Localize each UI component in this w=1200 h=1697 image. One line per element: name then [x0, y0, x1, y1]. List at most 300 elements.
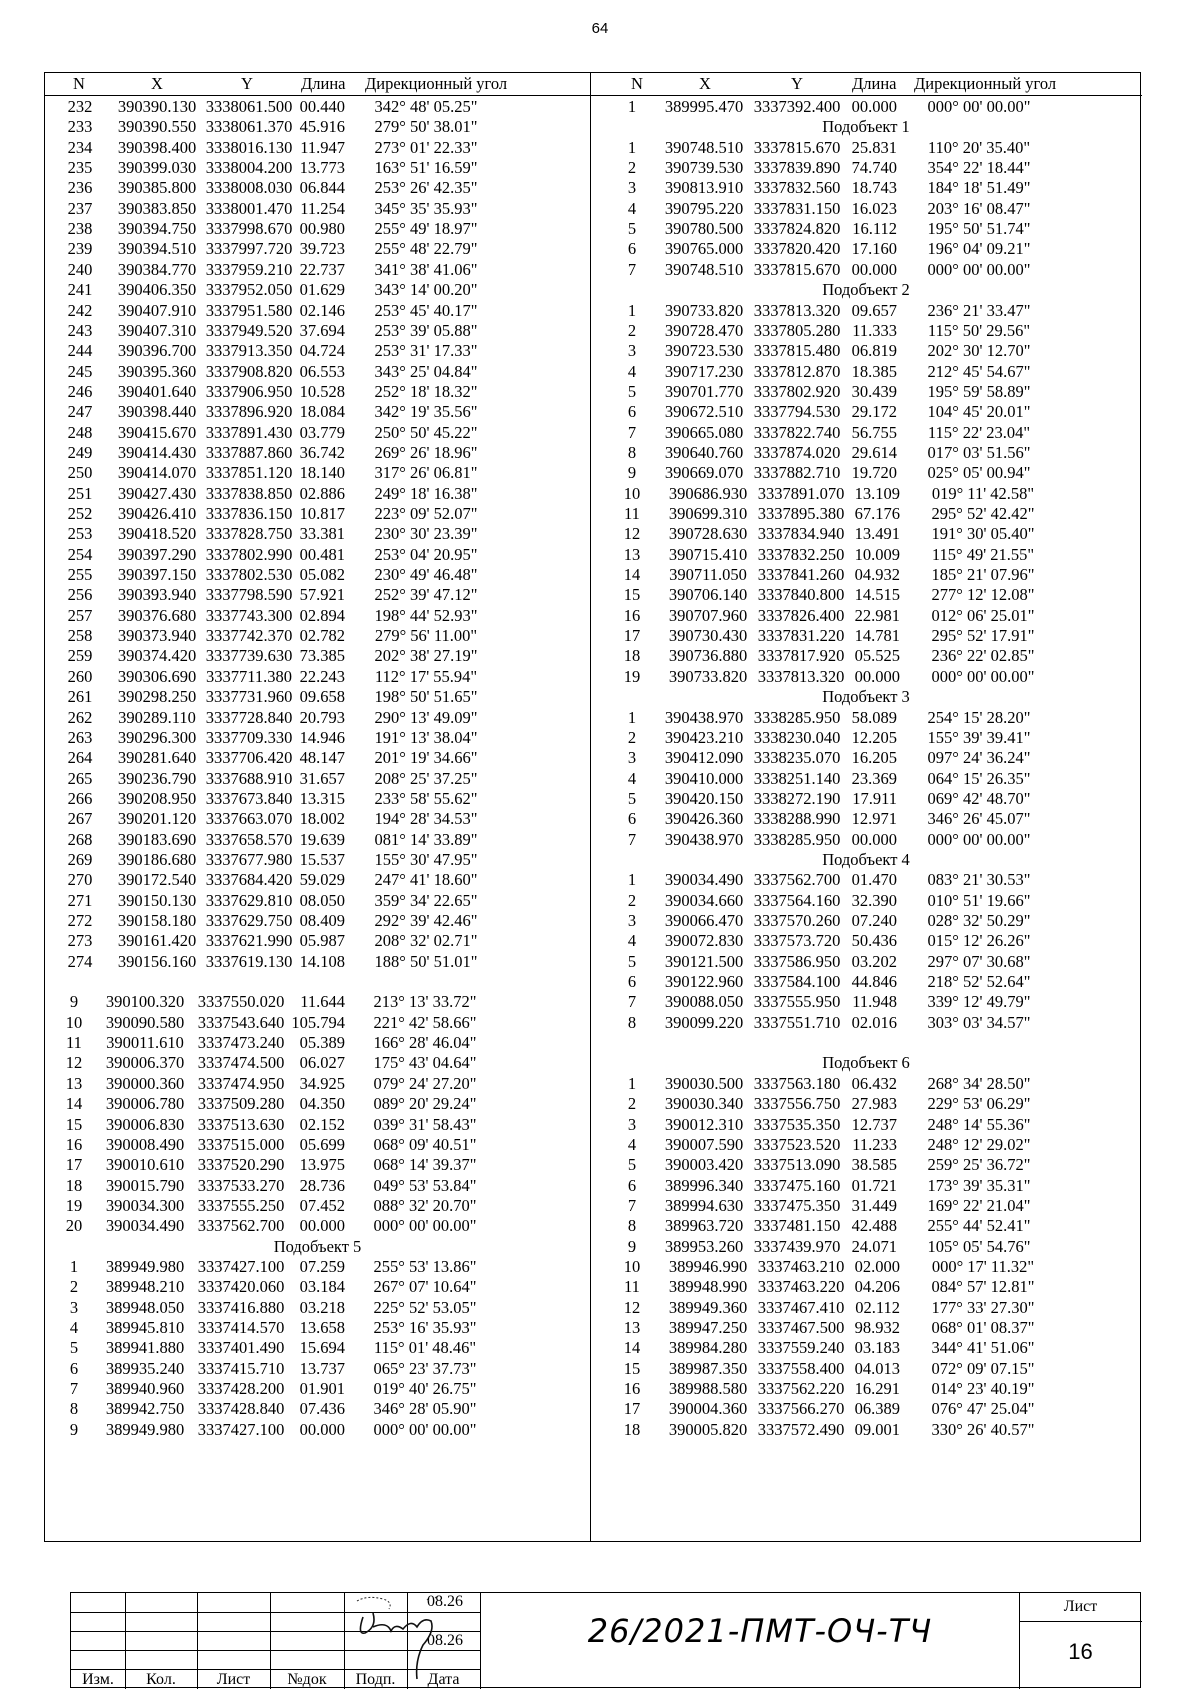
- y-coordinate: 3337619.130: [205, 951, 293, 971]
- stamp-podp-label: Подп.: [355, 1671, 396, 1688]
- segment-length: 08.050: [299, 890, 345, 910]
- x-coordinate: 390728.470: [664, 320, 744, 340]
- x-coordinate: 390186.680: [117, 849, 197, 869]
- y-coordinate: 3337813.320: [753, 300, 841, 320]
- point-number: 257: [67, 605, 93, 625]
- direction-angle: 259° 25' 36.72": [927, 1155, 1031, 1175]
- coordinate-table: [44, 72, 1141, 1542]
- x-coordinate: 390150.130: [117, 890, 197, 910]
- segment-length: 09.657: [851, 300, 897, 320]
- point-number: 2: [627, 158, 637, 178]
- segment-length: 05.699: [299, 1134, 345, 1154]
- point-number: 266: [67, 788, 93, 808]
- point-number: 17: [623, 1399, 641, 1419]
- x-coordinate: 390426.410: [117, 504, 197, 523]
- x-coordinate: 390412.090: [664, 748, 744, 768]
- point-number: 274: [67, 951, 93, 971]
- direction-angle: 188° 50' 51.01": [374, 951, 478, 971]
- x-coordinate: 390414.070: [117, 463, 197, 483]
- x-coordinate: 390418.520: [117, 524, 197, 544]
- segment-length: 27.983: [851, 1094, 897, 1114]
- segment-length: 03.183: [854, 1338, 900, 1358]
- point-number: 14: [65, 1094, 83, 1114]
- segment-length: 11.947: [300, 137, 345, 157]
- x-coordinate: 390765.000: [664, 239, 744, 259]
- x-coordinate: 390686.930: [668, 483, 748, 503]
- segment-length: 105.794: [291, 1012, 345, 1032]
- point-number: 12: [65, 1053, 83, 1073]
- y-coordinate: 3337513.090: [753, 1155, 841, 1175]
- y-coordinate: 3337658.570: [205, 829, 293, 849]
- direction-angle: 115° 01' 48.46": [373, 1338, 477, 1358]
- direction-angle: 173° 39' 35.31": [927, 1175, 1031, 1195]
- y-coordinate: 3337874.020: [753, 442, 841, 462]
- header-length: Длина: [301, 74, 346, 93]
- x-coordinate: 390088.050: [664, 992, 744, 1012]
- point-number: 18: [623, 646, 641, 666]
- segment-length: 14.515: [854, 585, 900, 605]
- point-number: 4: [627, 1134, 637, 1154]
- y-coordinate: 3338285.950: [753, 707, 841, 727]
- point-number: 4: [627, 198, 637, 218]
- point-number: 5: [627, 1155, 637, 1175]
- y-coordinate: 3337629.750: [205, 911, 293, 930]
- segment-length: 04.932: [854, 565, 900, 585]
- point-number: 1: [627, 300, 637, 320]
- segment-length: 32.390: [851, 890, 897, 910]
- x-coordinate: 390723.530: [664, 341, 744, 361]
- direction-angle: 196° 04' 09.21": [927, 239, 1031, 259]
- direction-angle: 155° 30' 47.95": [374, 849, 478, 869]
- x-coordinate: 390100.320: [105, 992, 185, 1012]
- y-coordinate: 3337952.050: [205, 280, 293, 300]
- direction-angle: 195° 59' 58.89": [927, 381, 1031, 401]
- x-coordinate: 389948.050: [105, 1297, 185, 1317]
- segment-length: 04.724: [299, 341, 345, 361]
- point-number: 3: [627, 1114, 637, 1134]
- x-coordinate: 390420.150: [664, 788, 744, 808]
- y-coordinate: 3337562.220: [757, 1379, 845, 1399]
- direction-angle: 068° 09' 40.51": [373, 1134, 477, 1154]
- direction-angle: 253° 31' 17.33": [374, 341, 478, 361]
- point-number: 7: [627, 259, 637, 279]
- y-coordinate: 3337959.210: [205, 259, 293, 279]
- point-number: 5: [627, 951, 637, 971]
- x-coordinate: 390394.510: [117, 239, 197, 259]
- x-coordinate: 390730.430: [668, 626, 748, 646]
- x-coordinate: 390000.360: [105, 1073, 185, 1093]
- x-coordinate: 390748.510: [664, 259, 744, 279]
- segment-length: 22.243: [299, 666, 345, 686]
- segment-length: 39.723: [299, 239, 345, 259]
- point-number: 17: [65, 1155, 83, 1175]
- direction-angle: 079° 24' 27.20": [373, 1073, 477, 1093]
- x-coordinate: 390156.160: [117, 951, 197, 971]
- segment-length: 13.109: [854, 483, 900, 503]
- x-coordinate: 390748.510: [664, 137, 744, 157]
- segment-length: 44.846: [851, 972, 897, 992]
- y-coordinate: 3337817.920: [757, 646, 845, 666]
- segment-length: 00.000: [851, 259, 897, 279]
- point-number: 3: [627, 748, 637, 768]
- stamp-ndok-label: №док: [287, 1671, 327, 1688]
- segment-length: 98.932: [854, 1318, 900, 1337]
- direction-angle: 000° 00' 00.00": [931, 666, 1035, 686]
- point-number: 13: [623, 1318, 641, 1337]
- point-number: 250: [67, 463, 93, 483]
- y-coordinate: 3337586.950: [753, 951, 841, 971]
- segment-length: 02.782: [299, 626, 345, 646]
- y-coordinate: 3337573.720: [753, 931, 841, 951]
- x-coordinate: 390396.700: [117, 341, 197, 361]
- x-coordinate: 390407.910: [117, 300, 197, 320]
- segment-length: 05.987: [299, 931, 345, 951]
- segment-length: 17.911: [852, 788, 897, 808]
- header-y: Y: [241, 74, 253, 93]
- x-coordinate: 390717.230: [664, 361, 744, 381]
- direction-angle: 267° 07' 10.64": [373, 1277, 477, 1297]
- x-coordinate: 390715.410: [668, 544, 748, 564]
- x-coordinate: 390401.640: [117, 381, 197, 401]
- direction-angle: 255° 48' 22.79": [374, 239, 478, 259]
- point-number: 8: [627, 1216, 637, 1236]
- segment-length: 00.481: [299, 544, 345, 564]
- x-coordinate: 390780.500: [664, 219, 744, 239]
- x-coordinate: 390008.490: [105, 1134, 185, 1154]
- segment-length: 31.657: [299, 768, 345, 788]
- segment-length: 02.112: [855, 1297, 900, 1317]
- point-number: 270: [67, 870, 93, 890]
- x-coordinate: 390707.960: [668, 605, 748, 625]
- direction-angle: 084° 57' 12.81": [931, 1277, 1035, 1297]
- x-coordinate: 390072.830: [664, 931, 744, 951]
- y-coordinate: 3337742.370: [205, 626, 293, 646]
- point-number: 8: [627, 442, 637, 462]
- segment-length: 18.002: [299, 809, 345, 829]
- segment-length: 14.781: [854, 626, 900, 646]
- segment-length: 01.629: [299, 280, 345, 300]
- subobject-title: Подобъект 4: [822, 849, 910, 869]
- segment-length: 04.013: [854, 1358, 900, 1378]
- y-coordinate: 3338251.140: [753, 768, 841, 788]
- segment-length: 00.000: [851, 829, 897, 849]
- y-coordinate: 3338001.470: [205, 198, 293, 218]
- point-number: 12: [623, 524, 641, 544]
- segment-length: 00.000: [854, 666, 900, 686]
- direction-angle: 253° 16' 35.93": [373, 1318, 477, 1337]
- direction-angle: 115° 49' 21.55": [931, 544, 1035, 564]
- point-number: 264: [67, 748, 93, 768]
- segment-length: 06.553: [299, 361, 345, 381]
- x-coordinate: 389988.580: [668, 1379, 748, 1399]
- x-coordinate: 390672.510: [664, 402, 744, 422]
- stamp-date-1: 08.26: [427, 1593, 463, 1610]
- segment-length: 11.333: [852, 320, 897, 340]
- segment-length: 28.736: [299, 1175, 345, 1195]
- y-coordinate: 3337832.250: [757, 544, 845, 564]
- point-number: 269: [67, 849, 93, 869]
- x-coordinate: 390393.940: [117, 585, 197, 605]
- direction-angle: 000° 00' 00.00": [373, 1419, 477, 1439]
- y-coordinate: 3337427.100: [197, 1419, 285, 1439]
- direction-angle: 255° 49' 18.97": [374, 219, 478, 239]
- x-coordinate: 389949.360: [668, 1297, 748, 1317]
- point-number: 16: [65, 1134, 83, 1154]
- point-number: 2: [627, 890, 637, 910]
- y-coordinate: 3337559.240: [757, 1338, 845, 1358]
- direction-angle: 201° 19' 34.66": [374, 748, 478, 768]
- segment-length: 02.146: [299, 300, 345, 320]
- direction-angle: 249° 18' 16.38": [374, 483, 478, 503]
- x-coordinate: 390005.820: [668, 1419, 748, 1439]
- direction-angle: 343° 25' 04.84": [374, 361, 478, 381]
- subobject-title: Подобъект 6: [822, 1053, 910, 1073]
- segment-length: 11.948: [852, 992, 897, 1012]
- direction-angle: 268° 34' 28.50": [927, 1073, 1031, 1093]
- direction-angle: 252° 18' 18.32": [374, 381, 478, 401]
- point-number: 11: [66, 1033, 82, 1053]
- y-coordinate: 3337896.920: [205, 402, 293, 422]
- y-coordinate: 3337414.570: [197, 1318, 285, 1337]
- y-coordinate: 3337550.020: [197, 992, 285, 1012]
- x-coordinate: 390438.970: [664, 707, 744, 727]
- y-coordinate: 3337813.320: [757, 666, 845, 686]
- point-number: 235: [67, 158, 93, 178]
- y-coordinate: 3337543.640: [197, 1012, 285, 1032]
- direction-angle: 250° 50' 45.22": [374, 422, 478, 442]
- x-coordinate: 389945.810: [105, 1318, 185, 1337]
- point-number: 1: [627, 137, 637, 157]
- x-coordinate: 390733.820: [668, 666, 748, 686]
- direction-angle: 343° 14' 00.20": [374, 280, 478, 300]
- point-number: 19: [65, 1195, 83, 1215]
- x-coordinate: 390172.540: [117, 870, 197, 890]
- x-coordinate: 390006.780: [105, 1094, 185, 1114]
- direction-angle: 295° 52' 42.42": [931, 504, 1035, 523]
- x-coordinate: 390406.350: [117, 280, 197, 300]
- direction-angle: 110° 20' 35.40": [927, 137, 1031, 157]
- segment-length: 74.740: [851, 158, 897, 178]
- segment-length: 24.071: [851, 1236, 897, 1256]
- point-number: 252: [67, 504, 93, 523]
- point-number: 9: [69, 1419, 79, 1439]
- x-coordinate: 389948.210: [105, 1277, 185, 1297]
- direction-angle: 221° 42' 58.66": [373, 1012, 477, 1032]
- point-number: 12: [623, 1297, 641, 1317]
- direction-angle: 081° 14' 33.89": [374, 829, 478, 849]
- y-coordinate: 3337467.500: [757, 1318, 845, 1337]
- x-coordinate: 390384.770: [117, 259, 197, 279]
- direction-angle: 169° 22' 21.04": [927, 1195, 1031, 1215]
- segment-length: 15.537: [299, 849, 345, 869]
- point-number: 7: [69, 1379, 79, 1399]
- y-coordinate: 3337802.990: [205, 544, 293, 564]
- direction-angle: 198° 44' 52.93": [374, 605, 478, 625]
- segment-length: 03.184: [299, 1277, 345, 1297]
- x-coordinate: 390030.500: [664, 1073, 744, 1093]
- segment-length: 16.023: [851, 198, 897, 218]
- y-coordinate: 3337562.700: [753, 870, 841, 890]
- y-coordinate: 3337663.070: [205, 809, 293, 829]
- y-coordinate: 3337882.710: [753, 463, 841, 483]
- point-number: 14: [623, 1338, 641, 1358]
- y-coordinate: 3338288.990: [753, 809, 841, 829]
- segment-length: 00.000: [851, 97, 897, 116]
- point-number: 256: [67, 585, 93, 605]
- x-coordinate: 390158.180: [117, 911, 197, 930]
- y-coordinate: 3337392.400: [753, 97, 841, 116]
- header-y: Y: [791, 74, 803, 93]
- subobject-title: Подобъект 1: [822, 117, 910, 137]
- header-angle: Дирекционный угол: [365, 74, 508, 93]
- y-coordinate: 3337832.560: [753, 178, 841, 198]
- y-coordinate: 3337728.840: [205, 707, 293, 727]
- y-coordinate: 3338285.950: [753, 829, 841, 849]
- direction-angle: 163° 51' 16.59": [374, 158, 478, 178]
- direction-angle: 354° 22' 18.44": [927, 158, 1031, 178]
- y-coordinate: 3337515.000: [197, 1134, 285, 1154]
- segment-length: 58.089: [851, 707, 897, 727]
- x-coordinate: 390398.440: [117, 402, 197, 422]
- direction-angle: 028° 32' 50.29": [927, 911, 1031, 930]
- segment-length: 04.350: [299, 1094, 345, 1114]
- segment-length: 31.449: [851, 1195, 897, 1215]
- segment-length: 03.218: [299, 1297, 345, 1317]
- x-coordinate: 390236.790: [117, 768, 197, 788]
- point-number: 7: [627, 1195, 637, 1215]
- y-coordinate: 3337415.710: [197, 1358, 285, 1378]
- segment-length: 50.436: [851, 931, 897, 951]
- x-coordinate: 390099.220: [664, 1012, 744, 1032]
- segment-length: 16.112: [852, 219, 897, 239]
- segment-length: 06.819: [851, 341, 897, 361]
- direction-angle: 015° 12' 26.26": [927, 931, 1031, 951]
- point-number: 15: [623, 585, 641, 605]
- point-number: 273: [67, 931, 93, 951]
- x-coordinate: 390394.750: [117, 219, 197, 239]
- direction-angle: 019° 40' 26.75": [373, 1379, 477, 1399]
- segment-length: 01.901: [299, 1379, 345, 1399]
- x-coordinate: 390390.130: [117, 97, 197, 116]
- direction-angle: 010° 51' 19.66": [927, 890, 1031, 910]
- x-coordinate: 389942.750: [105, 1399, 185, 1419]
- segment-length: 18.385: [851, 361, 897, 381]
- x-coordinate: 390383.850: [117, 198, 197, 218]
- x-coordinate: 390699.310: [668, 504, 748, 523]
- direction-angle: 088° 32' 20.70": [373, 1195, 477, 1215]
- x-coordinate: 390813.910: [664, 178, 744, 198]
- point-number: 261: [67, 687, 93, 707]
- point-number: 9: [627, 1236, 637, 1256]
- y-coordinate: 3337805.280: [753, 320, 841, 340]
- point-number: 9: [69, 992, 79, 1012]
- x-coordinate: 390397.150: [117, 565, 197, 585]
- x-coordinate: 389994.630: [664, 1195, 744, 1215]
- x-coordinate: 390427.430: [117, 483, 197, 503]
- segment-length: 57.921: [299, 585, 345, 605]
- segment-length: 45.916: [299, 117, 345, 137]
- segment-length: 48.147: [299, 748, 345, 768]
- y-coordinate: 3337798.590: [205, 585, 293, 605]
- x-coordinate: 389935.240: [105, 1358, 185, 1378]
- y-coordinate: 3337822.740: [753, 422, 841, 442]
- segment-length: 19.720: [851, 463, 897, 483]
- direction-angle: 105° 05' 54.76": [927, 1236, 1031, 1256]
- direction-angle: 166° 28' 46.04": [373, 1033, 477, 1053]
- segment-length: 10.817: [299, 504, 345, 523]
- y-coordinate: 3337428.840: [197, 1399, 285, 1419]
- segment-length: 17.160: [851, 239, 897, 259]
- point-number: 268: [67, 829, 93, 849]
- segment-length: 00.000: [299, 1216, 345, 1236]
- segment-length: 23.369: [851, 768, 897, 788]
- segment-length: 18.140: [299, 463, 345, 483]
- direction-angle: 208° 32' 02.71": [374, 931, 478, 951]
- y-coordinate: 3337473.240: [197, 1033, 285, 1053]
- x-coordinate: 390012.310: [664, 1114, 744, 1134]
- point-number: 11: [624, 504, 640, 523]
- direction-angle: 279° 50' 38.01": [374, 117, 478, 137]
- segment-length: 34.925: [299, 1073, 345, 1093]
- point-number: 243: [67, 320, 93, 340]
- y-coordinate: 3338230.040: [753, 727, 841, 747]
- segment-length: 13.658: [299, 1318, 345, 1337]
- direction-angle: 115° 50' 29.56": [927, 320, 1031, 340]
- segment-length: 00.440: [299, 97, 345, 116]
- point-number: 8: [69, 1399, 79, 1419]
- point-number: 19: [623, 666, 641, 686]
- point-number: 1: [627, 97, 637, 116]
- y-coordinate: 3337420.060: [197, 1277, 285, 1297]
- y-coordinate: 3337558.400: [757, 1358, 845, 1378]
- direction-angle: 000° 00' 00.00": [373, 1216, 477, 1236]
- point-number: 3: [627, 911, 637, 930]
- segment-length: 01.721: [851, 1175, 897, 1195]
- segment-length: 05.082: [299, 565, 345, 585]
- x-coordinate: 390034.300: [105, 1195, 185, 1215]
- x-coordinate: 390728.630: [668, 524, 748, 544]
- right-header-row: [590, 73, 1142, 96]
- x-coordinate: 390374.420: [117, 646, 197, 666]
- y-coordinate: 3337891.430: [205, 422, 293, 442]
- segment-length: 02.152: [299, 1114, 345, 1134]
- y-coordinate: 3337839.890: [753, 158, 841, 178]
- segment-length: 13.491: [854, 524, 900, 544]
- y-coordinate: 3337556.750: [753, 1094, 841, 1114]
- y-coordinate: 3337824.820: [753, 219, 841, 239]
- segment-length: 02.894: [299, 605, 345, 625]
- subobject-title: Подобъект 2: [822, 280, 910, 300]
- segment-length: 33.381: [299, 524, 345, 544]
- header-n: N: [631, 74, 643, 93]
- x-coordinate: 390398.400: [117, 137, 197, 157]
- y-coordinate: 3337564.160: [753, 890, 841, 910]
- point-number: 265: [67, 768, 93, 788]
- point-number: 271: [67, 890, 93, 910]
- point-number: 10: [65, 1012, 83, 1032]
- x-coordinate: 390006.830: [105, 1114, 185, 1134]
- direction-angle: 233° 58' 55.62": [374, 788, 478, 808]
- x-coordinate: 390122.960: [664, 972, 744, 992]
- signature-icon: [343, 1587, 493, 1691]
- y-coordinate: 3337513.630: [197, 1114, 285, 1134]
- point-number: 15: [623, 1358, 641, 1378]
- direction-angle: 223° 09' 52.07": [374, 504, 478, 523]
- point-number: 6: [627, 402, 637, 422]
- point-number: 1: [627, 870, 637, 890]
- segment-length: 19.639: [299, 829, 345, 849]
- point-number: 7: [627, 422, 637, 442]
